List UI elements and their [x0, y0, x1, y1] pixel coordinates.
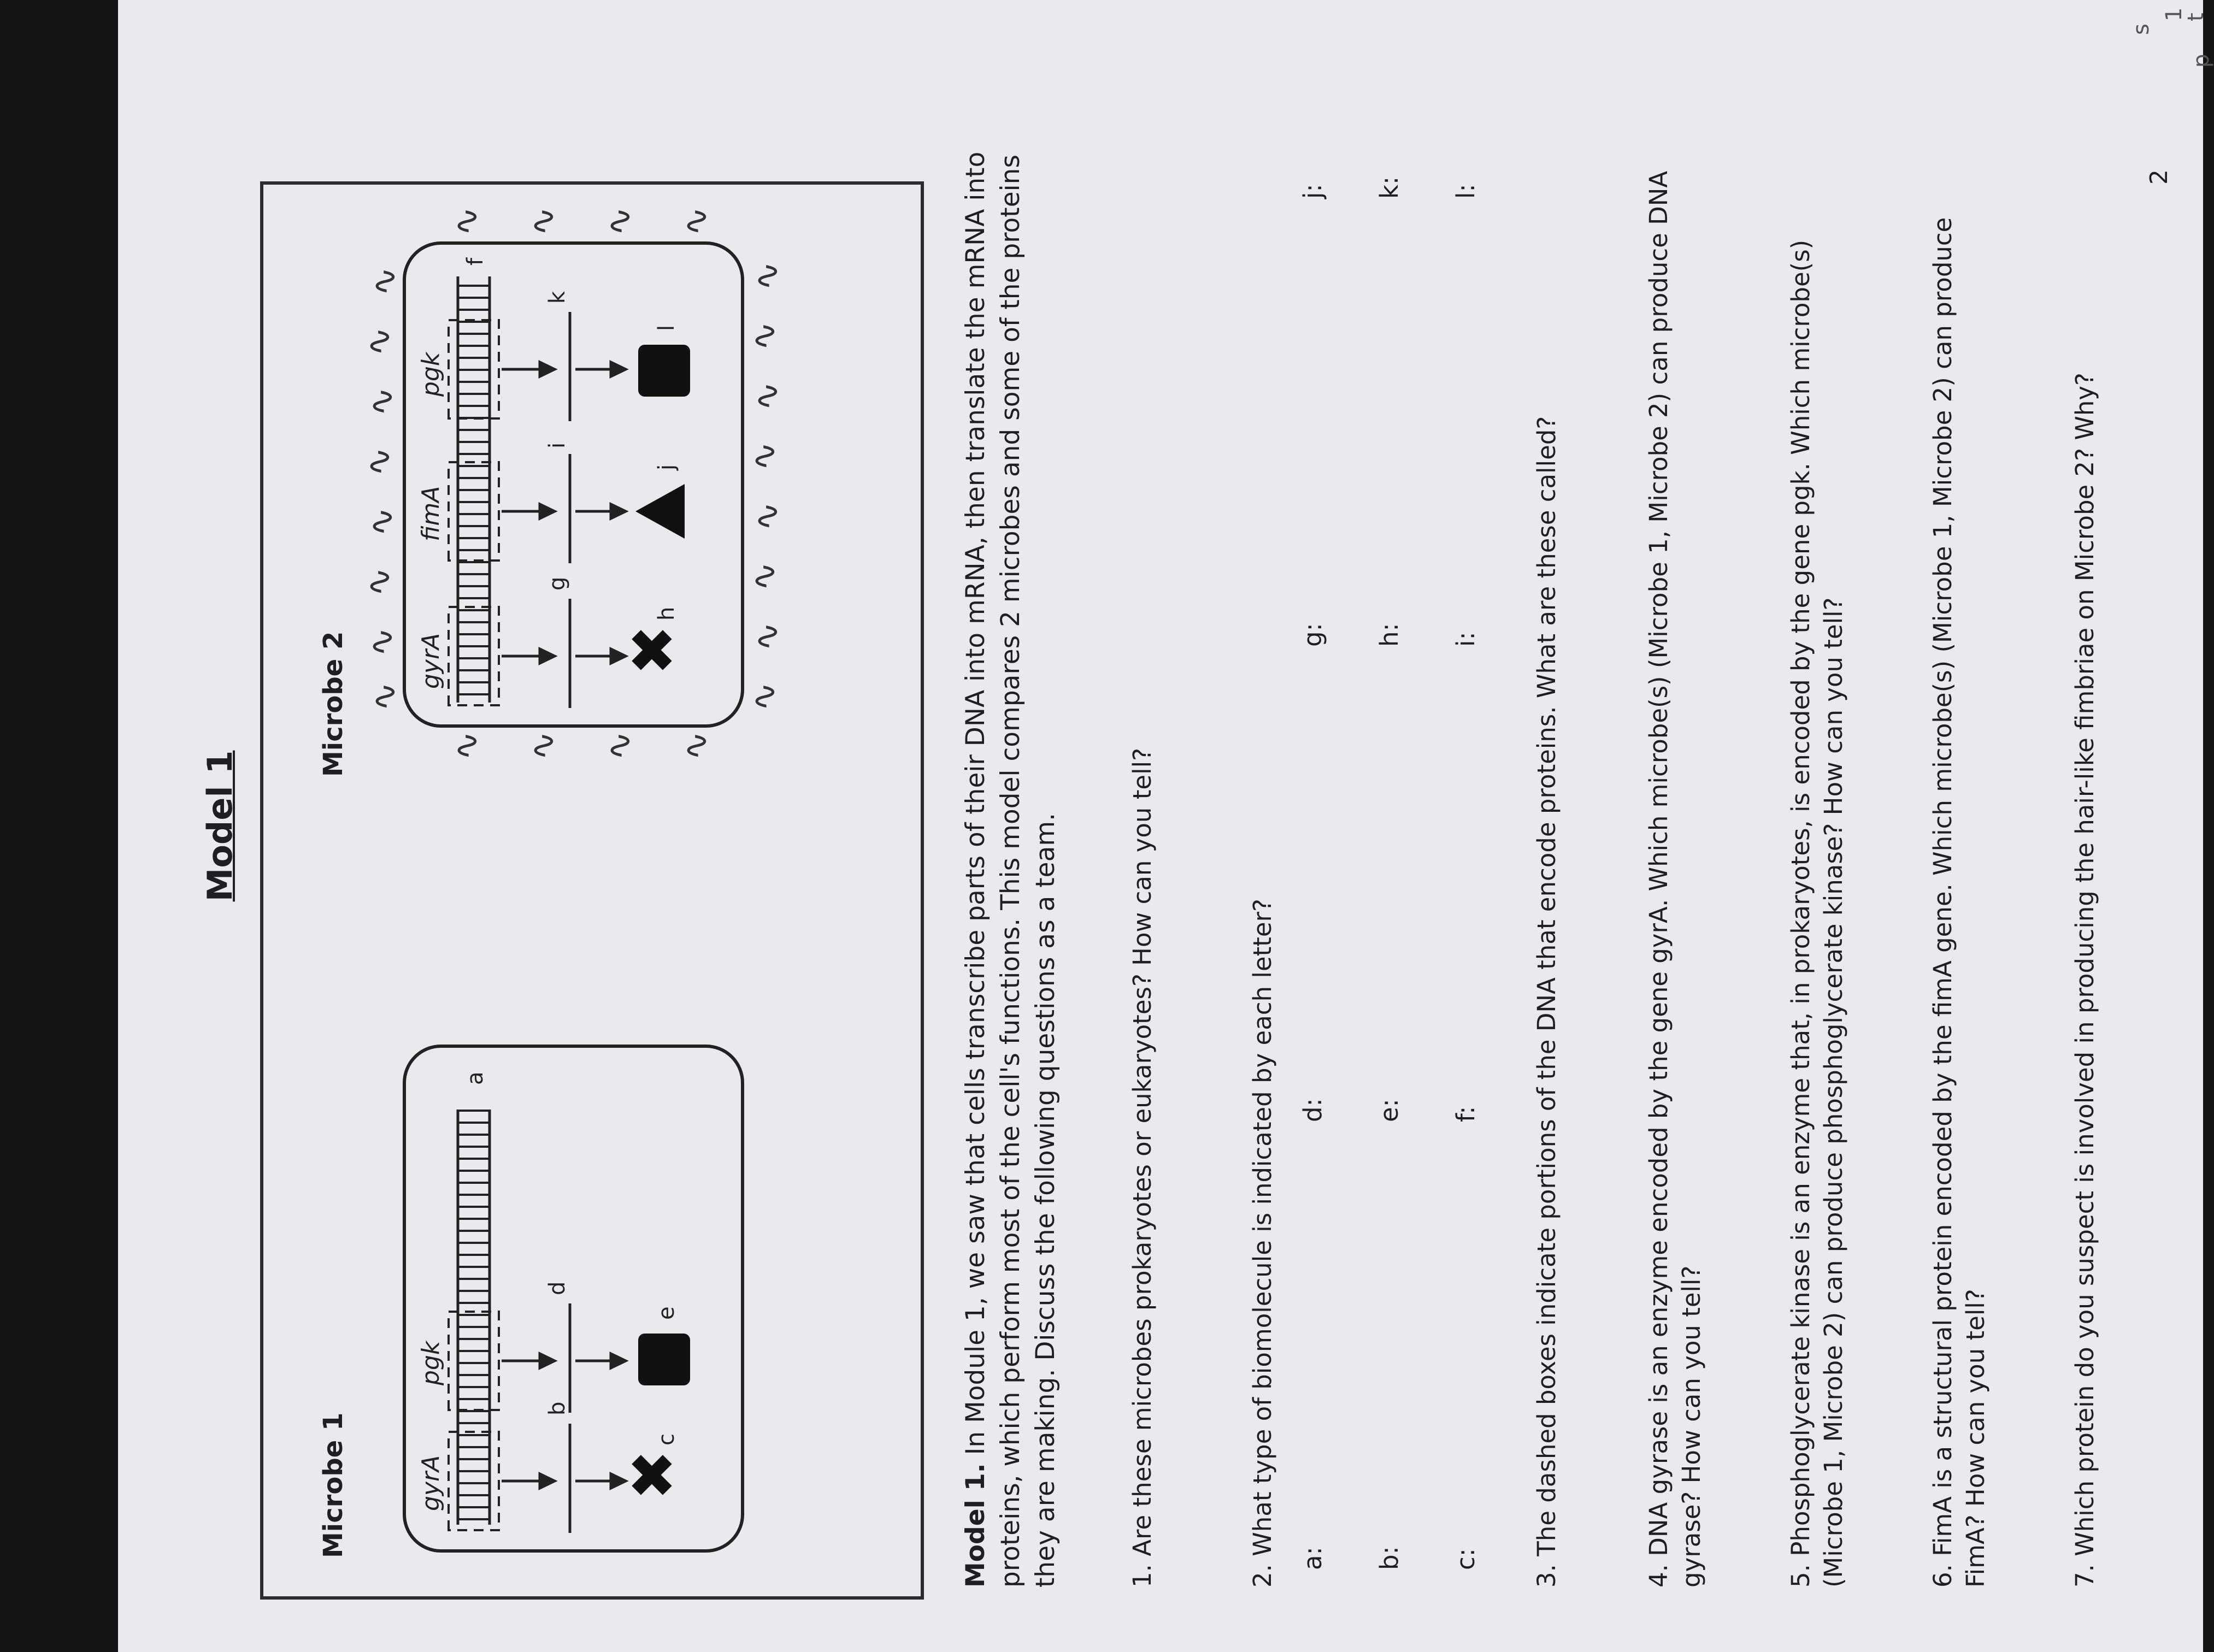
gene-label-gyrA: gyrA [417, 633, 445, 689]
answer-e: e: [1375, 1099, 1404, 1122]
protein-l-square [638, 345, 690, 397]
intro-text: In Module 1, we saw that cells transcribe parts of their DNA into mRNA, then translate the mRNA into proteins, which perform most of the cell's functions. This model compares 2 microbes and some of the proteins they are making. Discuss the following questions as a team. [961, 151, 1061, 1588]
microbe-1-dna [458, 1110, 490, 1525]
question-7: 7. Which protein do you suspect is involved in producing the hair-like fimbriae on Microbe 2? Why? [2070, 373, 2099, 1588]
question-4: 4. DNA gyrase is an enzyme encoded by the gene gyrA. Which microbe(s) (Microbe 1, Microbe 2) can produce DNA gyrase? How can you tell? [1644, 170, 1706, 1588]
model-intro-paragraph [958, 113, 1063, 1588]
answer-l: l: [1451, 184, 1480, 199]
label-d: d [545, 1281, 570, 1295]
answer-f: f: [1451, 1106, 1480, 1122]
answer-g: g: [1298, 623, 1327, 647]
microbe-1-title: Microbe 1 [318, 1412, 349, 1558]
answer-j: j: [1298, 184, 1327, 199]
label-b: b [545, 1401, 570, 1415]
next-page-fragment: s [2129, 23, 2154, 35]
label-c: c [654, 1433, 679, 1446]
microbe-2-cell [403, 241, 744, 728]
label-f: f [463, 257, 488, 266]
answer-b: b: [1375, 1546, 1404, 1570]
protein-j-triangle [635, 484, 685, 539]
worksheet-page [118, 0, 2214, 1652]
microbe-2-title: Microbe 2 [318, 631, 349, 777]
microbe-2-dna [458, 276, 490, 703]
label-g: g [545, 576, 570, 591]
label-k: k [545, 291, 570, 304]
gene-label-pgk: pgk [417, 352, 445, 397]
protein-e-square [638, 1334, 690, 1385]
next-page-fragment: p [2189, 54, 2214, 68]
next-page-fragment: 1 [2162, 7, 2187, 21]
label-e: e [654, 1306, 679, 1320]
question-5: 5. Phosphoglycerate kinase is an enzyme that, in prokaryotes, is encoded by the gene pgk. Which microbe(s) (Microbe 1, Microbe 2) can produce phosphoglycerate kinase? How can you tell? [1786, 239, 1848, 1588]
label-h: h [654, 606, 679, 621]
answer-a: a: [1298, 1547, 1327, 1570]
protein-h-x-shape: ✖ [618, 624, 688, 675]
model-diagram-box: Microbe 1 gyrA pgk a b d ✖ c e Microbe 2 gyrA fimA pgk f g i k ✖ h j l ∿ ∿ ∿ ∿ ∿ ∿ ∿ ∿ ∿ ∿ ∿ ∿ ∿ ∿ ∿ ∿ ∿ ∿ ∿ ∿ ∿ ∿ ∿ ∿ [260, 181, 924, 1600]
next-page-fragment: t [2183, 13, 2209, 21]
gene-label-pgk: pgk [417, 1341, 445, 1385]
answer-d: d: [1298, 1098, 1327, 1122]
answer-i: i: [1451, 632, 1480, 647]
page-number: 2 [2145, 169, 2173, 185]
model-title: Model 1 [200, 750, 240, 902]
question-2: 2. What type of biomolecule is indicated by each letter? [1248, 899, 1277, 1588]
intro-bold-label: Model 1. [961, 1463, 991, 1588]
answer-h: h: [1375, 623, 1404, 647]
question-3: 3. The dashed boxes indicate portions of the DNA that encode proteins. What are these called? [1532, 416, 1561, 1588]
gene-label-gyrA: gyrA [417, 1455, 445, 1511]
label-j: j [654, 464, 679, 470]
question-6: 6. FimA is a structural protein encoded by the fimA gene. Which microbe(s) (Microbe 1, Microbe 2) can produce FimA? How can you tell? [1928, 217, 1990, 1588]
microbe-2-diagram [406, 244, 742, 724]
question-1: 1. Are these microbes prokaryotes or eukaryotes? How can you tell? [1128, 748, 1157, 1588]
microbe-1-cell [403, 1045, 744, 1553]
label-a: a [463, 1071, 488, 1085]
label-l: l [654, 324, 679, 331]
gene-label-fimA: fimA [417, 486, 445, 541]
label-i: i [545, 442, 570, 449]
protein-c-x-shape: ✖ [618, 1449, 688, 1500]
answer-c: c: [1451, 1548, 1480, 1570]
microbe-1-diagram [406, 1047, 742, 1549]
answer-k: k: [1375, 176, 1404, 199]
